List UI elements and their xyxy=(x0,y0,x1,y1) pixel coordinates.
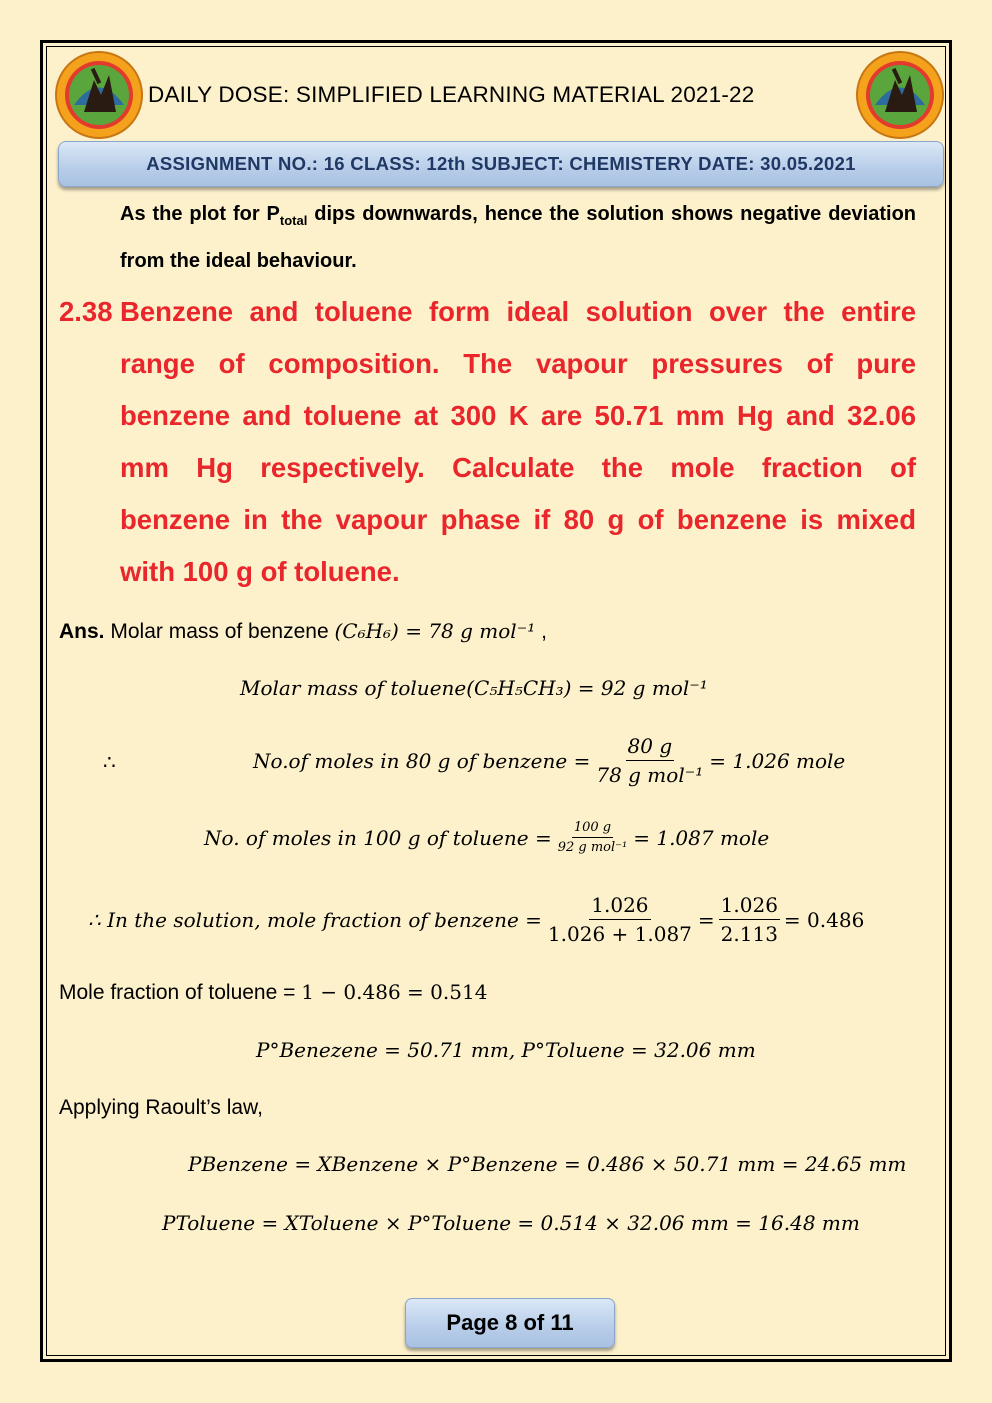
intro-paragraph xyxy=(120,194,916,281)
fraction-numerator: 100 g xyxy=(572,820,613,838)
fraction-numerator: 1.026 xyxy=(589,893,650,920)
document-title: DAILY DOSE: SIMPLIFIED LEARNING MATERIAL 2021-22 xyxy=(148,82,755,107)
toluene-fraction-math: 1 − 0.486 = 0.514 xyxy=(301,980,488,1004)
toluene-fraction-text: Mole fraction of toluene = xyxy=(59,981,302,1004)
moles-toluene-equation xyxy=(204,820,769,855)
answer-label: Ans. xyxy=(59,620,105,643)
moles-benzene-label: No.of moles in 80 g of benzene = xyxy=(253,748,591,773)
fraction-numerator: 80 g xyxy=(626,734,675,761)
mole-fraction-fraction-2 xyxy=(719,893,780,946)
toluene-molar-mass: Molar mass of toluene(C₅H₅CH₃) = 92 g mol⁻¹ xyxy=(240,676,708,700)
question-line: Benzene and toluene form ideal solution over the entire xyxy=(120,296,916,327)
moles-benzene-result: = 1.026 mole xyxy=(709,748,846,773)
page-number-badge: Page 8 of 11 xyxy=(405,1298,615,1348)
intro-text-2: dips downwards, hence the solution shows negative deviation from the ideal behaviour. xyxy=(120,203,916,272)
benzene-molar-mass: (C₆H₆) = 78 g mol⁻¹ xyxy=(334,619,536,643)
raoult-law-text: Applying Raoult’s law, xyxy=(59,1096,263,1119)
answer-line-1 xyxy=(59,619,547,644)
fraction-denominator: 92 g mol⁻¹ xyxy=(557,840,628,855)
question-line: mm Hg respectively. Calculate the mole fraction of xyxy=(120,452,916,483)
intro-text-1: As the plot for P xyxy=(120,203,280,225)
moles-toluene-fraction xyxy=(556,820,630,855)
moles-benzene-fraction xyxy=(594,734,705,787)
answer-tail: , xyxy=(535,620,547,643)
assignment-info: ASSIGNMENT NO.: 16 CLASS: 12th SUBJECT: CHEMISTERY DATE: 30.05.2021 xyxy=(146,153,856,174)
pure-vapour-pressures: P°Benezene = 50.71 mm, P°Toluene = 32.06 mm xyxy=(256,1038,756,1062)
mole-fraction-label: ∴ In the solution, mole fraction of benzene = xyxy=(88,907,542,932)
question-number: 2.38 xyxy=(59,296,113,327)
school-logo-icon xyxy=(855,50,945,140)
moles-toluene-label: No. of moles in 100 g of toluene = xyxy=(204,825,552,850)
fraction-numerator: 1.026 xyxy=(719,893,780,920)
intro-subscript: total xyxy=(279,213,308,228)
question-line: benzene and toluene at 300 K are 50.71 mm Hg and 32.06 xyxy=(120,400,916,431)
mole-fraction-equation xyxy=(88,893,864,946)
fraction-denominator: 78 g mol⁻¹ xyxy=(596,763,704,787)
p-benzene-equation: PBenzene = XBenzene × P°Benzene = 0.486 × 50.71 mm = 24.65 mm xyxy=(188,1152,907,1176)
mole-fraction-result: = 0.486 xyxy=(783,907,865,932)
moles-toluene-result: = 1.087 mole xyxy=(633,825,770,850)
assignment-bar xyxy=(58,141,944,187)
moles-benzene-equation xyxy=(253,734,845,787)
question-line: with 100 g of toluene. xyxy=(120,556,400,587)
fraction-denominator: 1.026 + 1.087 xyxy=(547,922,692,946)
therefore-symbol: ∴ xyxy=(103,750,116,774)
toluene-fraction-line xyxy=(59,980,487,1005)
equals-sign: = xyxy=(697,907,715,932)
p-toluene-equation: PToluene = XToluene × P°Toluene = 0.514 × 32.06 mm = 16.48 mm xyxy=(162,1211,860,1235)
question-line: benzene in the vapour phase if 80 g of benzene is mixed xyxy=(120,504,916,535)
question-text xyxy=(120,286,916,598)
question-line: range of composition. The vapour pressures of pure xyxy=(120,348,916,379)
school-logo-icon xyxy=(54,50,144,140)
mole-fraction-fraction-1 xyxy=(546,893,694,946)
fraction-denominator: 2.113 xyxy=(720,922,778,946)
answer-text: Molar mass of benzene xyxy=(104,620,335,643)
